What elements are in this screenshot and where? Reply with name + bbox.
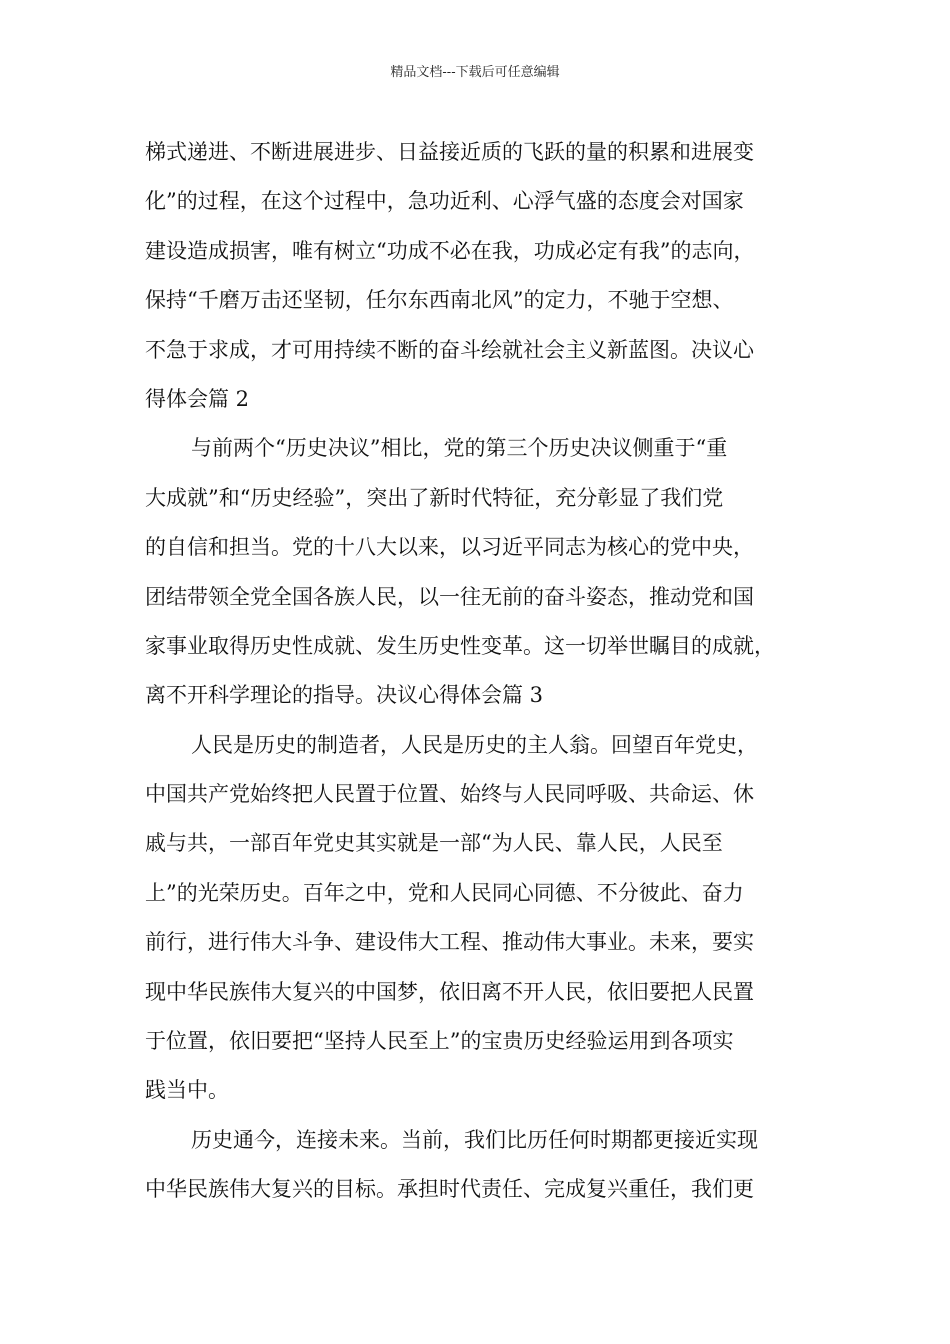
text-line: 于位置，依旧要把“坚持人民至上”的宝贵历史经验运用到各项实 <box>145 1029 734 1054</box>
text-line: 历史通今，连接未来。当前，我们比历任何时期都更接近实现 <box>191 1127 758 1152</box>
text-line: 中华民族伟大复兴的目标。承担时代责任、完成复兴重任，我们更 <box>145 1177 754 1202</box>
text-line: 保持“千磨万击还坚韧，任尔东西南北风”的定力，不驰于空想、 <box>145 288 734 313</box>
text-line: 梯式递进、不断进展进步、日益接近质的飞跃的量的积累和进展变 <box>145 140 754 164</box>
text-line: 中国共产党始终把人民置于位置、始终与人民同呼吸、共命运、休 <box>145 782 754 807</box>
text-line: 人民是历史的制造者，人民是历史的主人翁。回望百年党史， <box>191 732 758 757</box>
text-line: 的自信和担当。党的十八大以来，以习近平同志为核心的党中央， <box>145 535 754 560</box>
text-line: 上”的光荣历史。百年之中，党和人民同心同德、不分彼此、奋力 <box>145 880 744 905</box>
text-line: 得体会篇 2 <box>145 386 250 411</box>
text-line: 戚与共，一部百年党史其实就是一部“为人民、靠人民，人民至 <box>145 831 723 856</box>
text-line: 团结带领全党全国各族人民，以一往无前的奋斗姿态，推动党和国 <box>145 584 754 609</box>
text-line: 前行，进行伟大斗争、建设伟大工程、推动伟大事业。未来，要实 <box>145 930 754 955</box>
text-line: 离不开科学理论的指导。决议心得体会篇 3 <box>145 683 544 708</box>
text-line: 践当中。 <box>145 1078 229 1103</box>
text-line: 建设造成损害，唯有树立“功成不必在我，功成必定有我”的志向， <box>145 238 755 263</box>
text-line: 化”的过程，在这个过程中，急功近利、心浮气盛的态度会对国家 <box>145 189 744 214</box>
text-line: 与前两个“历史决议”相比，党的第三个历史决议侧重于“重 <box>191 436 728 461</box>
document-body <box>145 128 825 1215</box>
text-line: 现中华民族伟大复兴的中国梦，依旧离不开人民，依旧要把人民置 <box>145 979 754 1004</box>
page-header: 精品文档---下载后可任意编辑 <box>390 65 560 80</box>
text-line: 家事业取得历史性成就、发生历史性变革。这一切举世瞩目的成就， <box>145 633 775 658</box>
text-line: 大成就”和“历史经验”，突出了新时代特征，充分彰显了我们党 <box>145 485 724 510</box>
text-line: 不急于求成，才可用持续不断的奋斗绘就社会主义新蓝图。决议心 <box>145 337 754 362</box>
